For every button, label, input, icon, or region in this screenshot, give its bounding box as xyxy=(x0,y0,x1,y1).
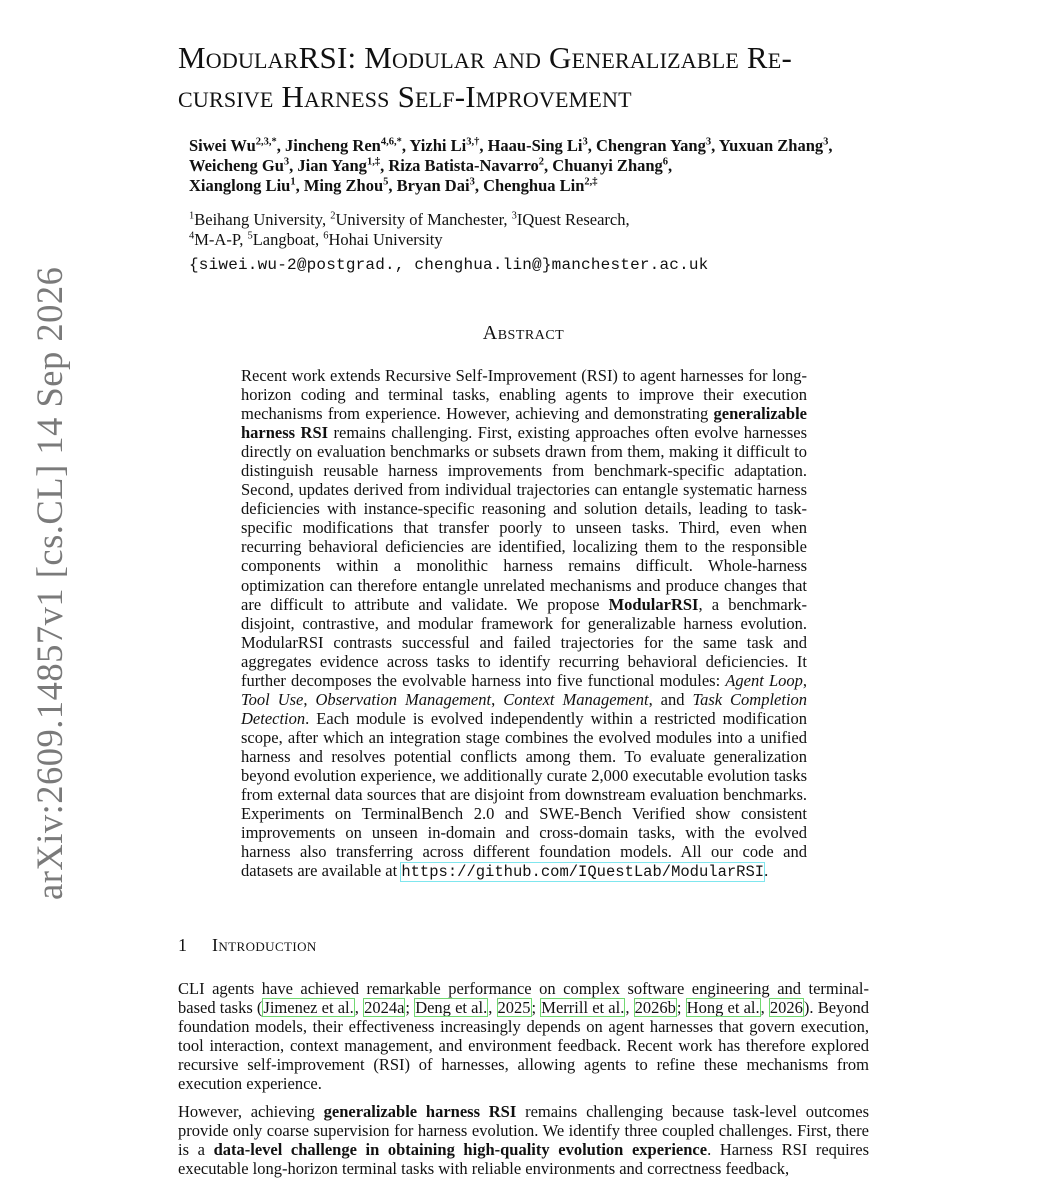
module-name: Agent Loop xyxy=(725,670,803,690)
abstract-body: Recent work extends Recursive Self-Improvement (RSI) to agent harnesses for long-horizon coding and terminal tasks, enabling agents to improve their execution mechanisms from experience. However, achieving and demonstrating generalizable harness RSI remains challenging. First, existing approaches often evolve harnesses directly on evaluation benchmarks or subsets drawn from them, making it difficult to distinguish reusable harness improvements from benchmark-specific adaptation. Second, updates derived from individual trajectories can entangle systematic harness deficiencies with instance-specific reasoning and solution details, leading to task-specific modifications that transfer poorly to unseen tasks. Third, even when recurring behavioral deficiencies are identified, localizing them to the responsible components within a monolithic harness remains difficult. Whole-harness optimization can therefore entangle unrelated mechanisms and produce changes that are difficult to attribute and validate. We propose ModularRSI, a benchmark-disjoint, contrastive, and modular framework for generalizable harness evolution. ModularRSI contrasts successful and failed trajectories for the same task and aggregates evidence across tasks to identify recurring behavioral deficiencies. It further decomposes the evolvable harness into five functional modules: Agent Loop, Tool Use, Observation Management, Context Management, and Task Completion Detection. Each module is evolved independently within a restricted modification scope, after which an integration stage combines the evolved modules into a unified harness and resolves potential conflicts among them. To evaluate generalization beyond evolution experience, we additionally curate 2,000 executable evolution tasks from external data sources that are disjoint from downstream evaluation benchmarks. Experiments on TerminalBench 2.0 and SWE-Bench Verified show consistent improvements on unseen in-domain and cross-domain tasks, with the evolved harness also transferring across different foundation models. All our code and datasets are available at https://github.com/IQuestLab/ModularRSI. xyxy=(241,366,808,882)
author: Bryan Dai$^3$, xyxy=(396,176,484,195)
paper-title-line-1: ModularRSI: Modular and Generalizable Re- xyxy=(178,40,792,75)
citation-link[interactable]: Merrill et al. xyxy=(541,998,625,1018)
abstract-heading: Abstract xyxy=(482,322,565,344)
affiliation: $^1$Beihang University, xyxy=(189,210,331,229)
citation-link[interactable]: 2025 xyxy=(497,998,531,1018)
author: Chengran Yang$^3$, xyxy=(595,136,719,155)
affiliation: $^2$University of Manchester, xyxy=(330,210,512,229)
author: Riza Batista-Navarro$^2$, xyxy=(388,156,553,175)
module-name: Observation Management xyxy=(315,689,492,709)
citation-link[interactable]: 2026 xyxy=(769,998,803,1018)
affiliation: $^3$IQuest Research, xyxy=(511,210,630,229)
citation-link[interactable]: 2024a xyxy=(364,998,405,1018)
author: Yizhi $Li^{3,\dagger}$, xyxy=(409,136,488,155)
author: Chenghua Lin$^{2,\ddagger}$ xyxy=(483,176,598,195)
paper-title xyxy=(178,38,878,116)
affiliation: $^5$Langboat, xyxy=(247,230,324,249)
author-list xyxy=(189,136,839,196)
emphasis: generalizable harness RSI xyxy=(241,404,807,443)
citation-link[interactable]: Hong et al. xyxy=(686,998,760,1018)
module-name: Tool Use xyxy=(241,689,304,709)
affiliation: $^6$Hohai University xyxy=(323,230,443,249)
emphasis: generalizable harness RSI xyxy=(323,1102,517,1122)
section-heading-introduction xyxy=(178,935,578,956)
author: Chuanyi Zhang$^6$, xyxy=(552,156,673,175)
author: Siwei $Wu^{2,3,*}$, xyxy=(189,136,286,155)
affiliation-list xyxy=(189,210,839,250)
module-name: Context Management xyxy=(503,689,649,709)
citation-link[interactable]: Deng et al. xyxy=(415,998,488,1018)
affiliation: $^4$M-A-P, xyxy=(189,230,248,249)
author: Yuxuan Zhang$^3$, xyxy=(718,136,833,155)
author: Jian Yang$^{1,\ddagger}$, xyxy=(297,156,389,175)
author: Haau-Sing Li$^3$, xyxy=(487,136,596,155)
section-number: 1 xyxy=(178,935,188,955)
github-link[interactable]: https://github.com/IQuestLab/ModularRSI xyxy=(401,863,765,882)
contact-emails: {siwei.wu-2@postgrad., chenghua.lin@}manchester.ac.uk xyxy=(189,256,709,274)
section-title: Introduction xyxy=(212,935,317,955)
module-name: Task Completion Detection xyxy=(241,689,808,728)
author: Jincheng Ren$^{4,6,*}$, xyxy=(285,136,410,155)
emphasis: data-level challenge in obtaining high-quality evolution experience xyxy=(213,1140,708,1160)
paragraph: CLI agents have achieved remarkable performance on complex software engineering and terminal-based tasks (Jimenez et al., 2024a; Deng et al., 2025; Merrill et al., 2026b; Hong et al., 2026). Beyond foundation models, their effectiveness increasingly depends on agent harnesses that govern execution, tool interaction, context management, and environment feedback. Recent work has therefore explored recursive self-improvement (RSI) of harnesses, allowing agents to refine these mechanisms from execution experience. xyxy=(178,979,870,1094)
arxiv-identifier: arXiv:2609.14857v1 [cs.CL] 14 Sep 2026 xyxy=(29,266,70,900)
method-name: ModularRSI xyxy=(608,594,699,614)
author: Xianglong Liu$^1$, xyxy=(189,176,304,195)
author: Ming Zhou$^5$, xyxy=(303,176,397,195)
paper-title-line-2: cursive Harness Self-Improvement xyxy=(178,79,632,114)
introduction-body xyxy=(178,979,869,1187)
paragraph: However, achieving generalizable harness RSI remains challenging because task-level outcomes provide only coarse supervision for harness evolution. We identify three coupled challenges. First, there is a data-level challenge in obtaining high-quality evolution experience. Harness RSI requires executable long-horizon terminal tasks with reliable environments and correctness feedback, xyxy=(178,1102,870,1179)
citation-link[interactable]: 2026b xyxy=(634,998,676,1018)
citation-link[interactable]: Jimenez et al. xyxy=(263,998,354,1018)
author: Weicheng Gu$^3$, xyxy=(189,156,298,175)
